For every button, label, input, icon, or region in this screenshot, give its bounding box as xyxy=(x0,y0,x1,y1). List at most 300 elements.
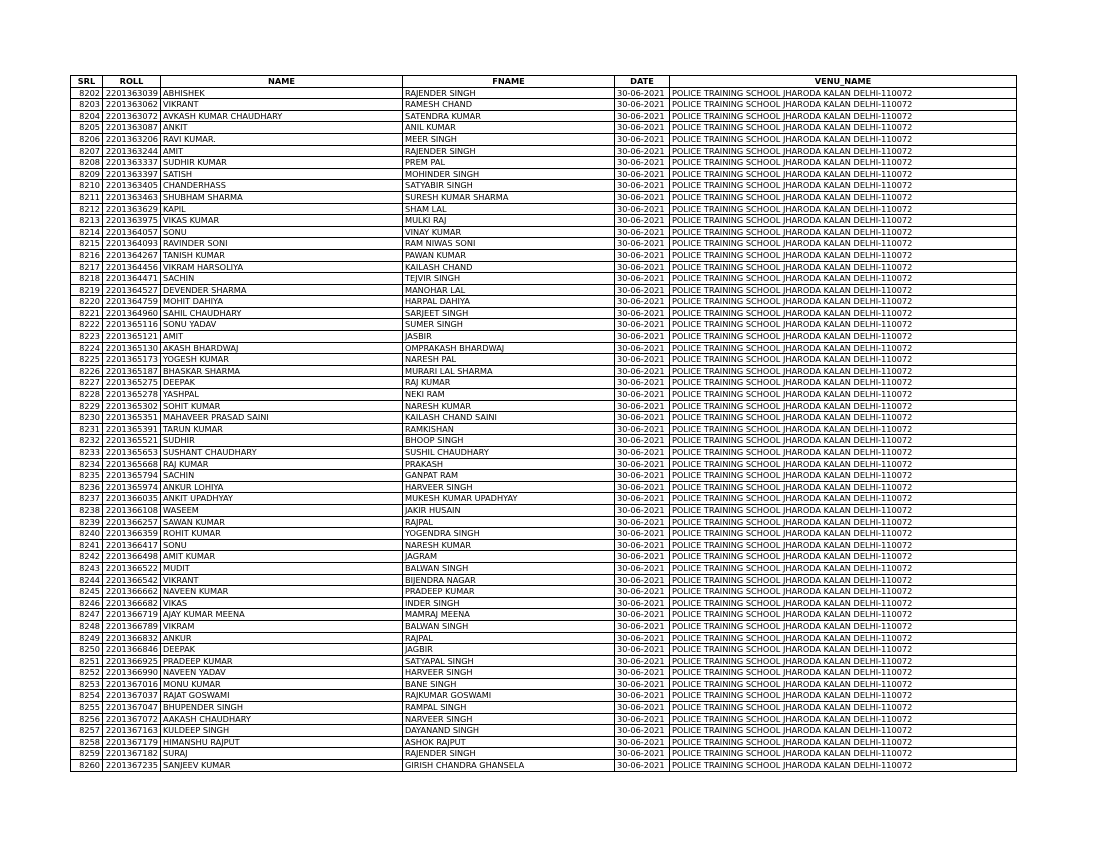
table-row xyxy=(71,296,1017,308)
table-row xyxy=(71,481,1017,493)
cell-name: AMIT xyxy=(161,145,403,157)
cell-srl: 8212 xyxy=(71,203,103,215)
cell-srl: 8254 xyxy=(71,690,103,702)
cell-venue: POLICE TRAINING SCHOOL JHARODA KALAN DELHI-110072 xyxy=(670,284,1017,296)
cell-date: 30-06-2021 xyxy=(615,586,670,598)
cell-roll: 2201365302 xyxy=(103,400,161,412)
cell-fname: JAGRAM xyxy=(403,551,615,563)
cell-name: RAJ KUMAR xyxy=(161,458,403,470)
table-row xyxy=(71,377,1017,389)
cell-venue: POLICE TRAINING SCHOOL JHARODA KALAN DELHI-110072 xyxy=(670,620,1017,632)
table-row xyxy=(71,157,1017,169)
table-row xyxy=(71,725,1017,737)
cell-venue: POLICE TRAINING SCHOOL JHARODA KALAN DELHI-110072 xyxy=(670,168,1017,180)
cell-srl: 8252 xyxy=(71,667,103,679)
cell-fname: SURESH KUMAR SHARMA xyxy=(403,191,615,203)
cell-venue: POLICE TRAINING SCHOOL JHARODA KALAN DELHI-110072 xyxy=(670,725,1017,737)
table-row xyxy=(71,667,1017,679)
cell-name: RAVINDER SONI xyxy=(161,238,403,250)
cell-date: 30-06-2021 xyxy=(615,725,670,737)
table-row xyxy=(71,238,1017,250)
cell-venue: POLICE TRAINING SCHOOL JHARODA KALAN DELHI-110072 xyxy=(670,400,1017,412)
table-row xyxy=(71,273,1017,285)
cell-venue: POLICE TRAINING SCHOOL JHARODA KALAN DELHI-110072 xyxy=(670,435,1017,447)
cell-name: AAKASH CHAUDHARY xyxy=(161,713,403,725)
cell-roll: 2201363463 xyxy=(103,191,161,203)
cell-date: 30-06-2021 xyxy=(615,342,670,354)
cell-roll: 2201366832 xyxy=(103,632,161,644)
cell-fname: RAJPAL xyxy=(403,516,615,528)
table-row xyxy=(71,191,1017,203)
cell-venue: POLICE TRAINING SCHOOL JHARODA KALAN DELHI-110072 xyxy=(670,760,1017,772)
table-row xyxy=(71,748,1017,760)
cell-srl: 8211 xyxy=(71,191,103,203)
cell-roll: 2201363039 xyxy=(103,87,161,99)
cell-fname: HARVEER SINGH xyxy=(403,481,615,493)
cell-venue: POLICE TRAINING SCHOOL JHARODA KALAN DELHI-110072 xyxy=(670,99,1017,111)
cell-srl: 8235 xyxy=(71,470,103,482)
cell-name: NAVEEN YADAV xyxy=(161,667,403,679)
cell-date: 30-06-2021 xyxy=(615,110,670,122)
table-row xyxy=(71,87,1017,99)
cell-fname: SATYABIR SINGH xyxy=(403,180,615,192)
cell-date: 30-06-2021 xyxy=(615,516,670,528)
cell-srl: 8214 xyxy=(71,226,103,238)
cell-srl: 8221 xyxy=(71,307,103,319)
cell-date: 30-06-2021 xyxy=(615,667,670,679)
cell-venue: POLICE TRAINING SCHOOL JHARODA KALAN DELHI-110072 xyxy=(670,354,1017,366)
cell-name: SACHIN xyxy=(161,273,403,285)
cell-date: 30-06-2021 xyxy=(615,620,670,632)
cell-srl: 8204 xyxy=(71,110,103,122)
cell-roll: 2201366789 xyxy=(103,620,161,632)
cell-name: ANKUR LOHIYA xyxy=(161,481,403,493)
cell-fname: RAMPAL SINGH xyxy=(403,702,615,714)
cell-name: BHASKAR SHARMA xyxy=(161,365,403,377)
cell-date: 30-06-2021 xyxy=(615,203,670,215)
cell-date: 30-06-2021 xyxy=(615,133,670,145)
cell-fname: SUMER SINGH xyxy=(403,319,615,331)
cell-date: 30-06-2021 xyxy=(615,644,670,656)
cell-srl: 8232 xyxy=(71,435,103,447)
cell-date: 30-06-2021 xyxy=(615,609,670,621)
cell-name: SANJEEV KUMAR xyxy=(161,760,403,772)
cell-roll: 2201367163 xyxy=(103,725,161,737)
cell-srl: 8238 xyxy=(71,504,103,516)
cell-srl: 8259 xyxy=(71,748,103,760)
cell-venue: POLICE TRAINING SCHOOL JHARODA KALAN DELHI-110072 xyxy=(670,87,1017,99)
table-row xyxy=(71,122,1017,134)
cell-venue: POLICE TRAINING SCHOOL JHARODA KALAN DELHI-110072 xyxy=(670,562,1017,574)
cell-name: VIKAS KUMAR xyxy=(161,215,403,227)
table-row xyxy=(71,400,1017,412)
cell-date: 30-06-2021 xyxy=(615,702,670,714)
cell-roll: 2201363975 xyxy=(103,215,161,227)
cell-date: 30-06-2021 xyxy=(615,122,670,134)
cell-fname: JASBIR xyxy=(403,331,615,343)
cell-name: YOGESH KUMAR xyxy=(161,354,403,366)
cell-roll: 2201363062 xyxy=(103,99,161,111)
cell-name: ANKIT xyxy=(161,122,403,134)
cell-date: 30-06-2021 xyxy=(615,319,670,331)
cell-venue: POLICE TRAINING SCHOOL JHARODA KALAN DELHI-110072 xyxy=(670,238,1017,250)
cell-roll: 2201365187 xyxy=(103,365,161,377)
cell-fname: RAJENDER SINGH xyxy=(403,145,615,157)
table-row xyxy=(71,678,1017,690)
cell-date: 30-06-2021 xyxy=(615,180,670,192)
table-row xyxy=(71,99,1017,111)
cell-name: SAWAN KUMAR xyxy=(161,516,403,528)
cell-venue: POLICE TRAINING SCHOOL JHARODA KALAN DELHI-110072 xyxy=(670,551,1017,563)
header-date: DATE xyxy=(615,76,670,88)
cell-srl: 8218 xyxy=(71,273,103,285)
cell-name: DEVENDER SHARMA xyxy=(161,284,403,296)
cell-date: 30-06-2021 xyxy=(615,331,670,343)
table-row xyxy=(71,354,1017,366)
header-fname: FNAME xyxy=(403,76,615,88)
cell-name: SHUBHAM SHARMA xyxy=(161,191,403,203)
cell-roll: 2201365668 xyxy=(103,458,161,470)
cell-roll: 2201366522 xyxy=(103,562,161,574)
cell-date: 30-06-2021 xyxy=(615,562,670,574)
cell-date: 30-06-2021 xyxy=(615,504,670,516)
cell-venue: POLICE TRAINING SCHOOL JHARODA KALAN DELHI-110072 xyxy=(670,423,1017,435)
cell-name: ANKIT UPADHYAY xyxy=(161,493,403,505)
cell-date: 30-06-2021 xyxy=(615,238,670,250)
cell-fname: YOGENDRA SINGH xyxy=(403,528,615,540)
cell-name: SOHIT KUMAR xyxy=(161,400,403,412)
cell-fname: MURARI LAL SHARMA xyxy=(403,365,615,377)
cell-venue: POLICE TRAINING SCHOOL JHARODA KALAN DELHI-110072 xyxy=(670,191,1017,203)
cell-name: ANKUR xyxy=(161,632,403,644)
cell-roll: 2201363087 xyxy=(103,122,161,134)
cell-roll: 2201364456 xyxy=(103,261,161,273)
cell-fname: RAMKISHAN xyxy=(403,423,615,435)
cell-roll: 2201364527 xyxy=(103,284,161,296)
cell-srl: 8241 xyxy=(71,539,103,551)
cell-srl: 8242 xyxy=(71,551,103,563)
cell-roll: 2201366257 xyxy=(103,516,161,528)
cell-roll: 2201363629 xyxy=(103,203,161,215)
cell-date: 30-06-2021 xyxy=(615,597,670,609)
cell-roll: 2201366542 xyxy=(103,574,161,586)
cell-venue: POLICE TRAINING SCHOOL JHARODA KALAN DELHI-110072 xyxy=(670,713,1017,725)
cell-fname: KAILASH CHAND SAINI xyxy=(403,412,615,424)
cell-srl: 8225 xyxy=(71,354,103,366)
cell-srl: 8224 xyxy=(71,342,103,354)
header-roll: ROLL xyxy=(103,76,161,88)
cell-venue: POLICE TRAINING SCHOOL JHARODA KALAN DELHI-110072 xyxy=(670,342,1017,354)
cell-date: 30-06-2021 xyxy=(615,273,670,285)
cell-roll: 2201363206 xyxy=(103,133,161,145)
cell-date: 30-06-2021 xyxy=(615,690,670,702)
table-row xyxy=(71,447,1017,459)
cell-fname: RAJENDER SINGH xyxy=(403,748,615,760)
cell-date: 30-06-2021 xyxy=(615,365,670,377)
table-row xyxy=(71,261,1017,273)
table-row xyxy=(71,632,1017,644)
cell-srl: 8213 xyxy=(71,215,103,227)
table-row xyxy=(71,284,1017,296)
cell-srl: 8239 xyxy=(71,516,103,528)
cell-name: AVKASH KUMAR CHAUDHARY xyxy=(161,110,403,122)
table-row xyxy=(71,342,1017,354)
table-row xyxy=(71,307,1017,319)
table-row xyxy=(71,458,1017,470)
table-row xyxy=(71,562,1017,574)
cell-srl: 8209 xyxy=(71,168,103,180)
cell-fname: INDER SINGH xyxy=(403,597,615,609)
table-row xyxy=(71,504,1017,516)
cell-roll: 2201366417 xyxy=(103,539,161,551)
cell-date: 30-06-2021 xyxy=(615,528,670,540)
cell-venue: POLICE TRAINING SCHOOL JHARODA KALAN DELHI-110072 xyxy=(670,597,1017,609)
cell-srl: 8244 xyxy=(71,574,103,586)
cell-srl: 8246 xyxy=(71,597,103,609)
cell-roll: 2201366108 xyxy=(103,504,161,516)
cell-venue: POLICE TRAINING SCHOOL JHARODA KALAN DELHI-110072 xyxy=(670,655,1017,667)
cell-fname: OMPRAKASH BHARDWAJ xyxy=(403,342,615,354)
cell-fname: MOHINDER SINGH xyxy=(403,168,615,180)
cell-date: 30-06-2021 xyxy=(615,551,670,563)
table-row xyxy=(71,389,1017,401)
cell-srl: 8245 xyxy=(71,586,103,598)
table-row xyxy=(71,702,1017,714)
cell-fname: RAJ KUMAR xyxy=(403,377,615,389)
cell-roll: 2201367235 xyxy=(103,760,161,772)
table-row xyxy=(71,493,1017,505)
cell-date: 30-06-2021 xyxy=(615,470,670,482)
cell-name: CHANDERHASS xyxy=(161,180,403,192)
cell-srl: 8206 xyxy=(71,133,103,145)
cell-name: SURAJ xyxy=(161,748,403,760)
cell-venue: POLICE TRAINING SCHOOL JHARODA KALAN DELHI-110072 xyxy=(670,389,1017,401)
table-row xyxy=(71,609,1017,621)
cell-roll: 2201365794 xyxy=(103,470,161,482)
cell-name: SONU YADAV xyxy=(161,319,403,331)
cell-roll: 2201363072 xyxy=(103,110,161,122)
cell-srl: 8203 xyxy=(71,99,103,111)
cell-date: 30-06-2021 xyxy=(615,655,670,667)
cell-name: NAVEEN KUMAR xyxy=(161,586,403,598)
cell-venue: POLICE TRAINING SCHOOL JHARODA KALAN DELHI-110072 xyxy=(670,736,1017,748)
cell-roll: 2201363405 xyxy=(103,180,161,192)
cell-fname: NARESH KUMAR xyxy=(403,400,615,412)
cell-date: 30-06-2021 xyxy=(615,632,670,644)
cell-date: 30-06-2021 xyxy=(615,389,670,401)
cell-date: 30-06-2021 xyxy=(615,191,670,203)
cell-roll: 2201365521 xyxy=(103,435,161,447)
cell-venue: POLICE TRAINING SCHOOL JHARODA KALAN DELHI-110072 xyxy=(670,528,1017,540)
cell-date: 30-06-2021 xyxy=(615,412,670,424)
cell-roll: 2201365653 xyxy=(103,447,161,459)
cell-venue: POLICE TRAINING SCHOOL JHARODA KALAN DELHI-110072 xyxy=(670,447,1017,459)
cell-srl: 8248 xyxy=(71,620,103,632)
cell-venue: POLICE TRAINING SCHOOL JHARODA KALAN DELHI-110072 xyxy=(670,609,1017,621)
cell-roll: 2201363244 xyxy=(103,145,161,157)
cell-roll: 2201366846 xyxy=(103,644,161,656)
cell-date: 30-06-2021 xyxy=(615,249,670,261)
cell-srl: 8237 xyxy=(71,493,103,505)
cell-name: ROHIT KUMAR xyxy=(161,528,403,540)
cell-date: 30-06-2021 xyxy=(615,99,670,111)
table-row xyxy=(71,435,1017,447)
cell-fname: MUKESH KUMAR UPADHYAY xyxy=(403,493,615,505)
cell-date: 30-06-2021 xyxy=(615,400,670,412)
cell-date: 30-06-2021 xyxy=(615,215,670,227)
header-name: NAME xyxy=(161,76,403,88)
cell-roll: 2201367047 xyxy=(103,702,161,714)
cell-name: DEEPAK xyxy=(161,377,403,389)
cell-fname: BHOOP SINGH xyxy=(403,435,615,447)
header-row xyxy=(71,76,1017,88)
cell-srl: 8234 xyxy=(71,458,103,470)
table-row xyxy=(71,655,1017,667)
cell-name: SAHIL CHAUDHARY xyxy=(161,307,403,319)
cell-fname: GIRISH CHANDRA GHANSELA xyxy=(403,760,615,772)
cell-roll: 2201365391 xyxy=(103,423,161,435)
cell-name: MONU KUMAR xyxy=(161,678,403,690)
cell-name: TANISH KUMAR xyxy=(161,249,403,261)
table-row xyxy=(71,249,1017,261)
cell-roll: 2201364960 xyxy=(103,307,161,319)
cell-venue: POLICE TRAINING SCHOOL JHARODA KALAN DELHI-110072 xyxy=(670,667,1017,679)
cell-fname: BANE SINGH xyxy=(403,678,615,690)
table-row xyxy=(71,110,1017,122)
cell-srl: 8240 xyxy=(71,528,103,540)
cell-srl: 8236 xyxy=(71,481,103,493)
cell-name: TARUN KUMAR xyxy=(161,423,403,435)
cell-name: SATISH xyxy=(161,168,403,180)
cell-date: 30-06-2021 xyxy=(615,377,670,389)
cell-srl: 8230 xyxy=(71,412,103,424)
header-srl: SRL xyxy=(71,76,103,88)
cell-roll: 2201367072 xyxy=(103,713,161,725)
cell-srl: 8243 xyxy=(71,562,103,574)
cell-date: 30-06-2021 xyxy=(615,435,670,447)
cell-venue: POLICE TRAINING SCHOOL JHARODA KALAN DELHI-110072 xyxy=(670,632,1017,644)
cell-date: 30-06-2021 xyxy=(615,736,670,748)
table-row xyxy=(71,539,1017,551)
cell-fname: RAJKUMAR GOSWAMI xyxy=(403,690,615,702)
cell-roll: 2201365130 xyxy=(103,342,161,354)
cell-name: DEEPAK xyxy=(161,644,403,656)
cell-venue: POLICE TRAINING SCHOOL JHARODA KALAN DELHI-110072 xyxy=(670,690,1017,702)
cell-fname: PAWAN KUMAR xyxy=(403,249,615,261)
cell-roll: 2201365116 xyxy=(103,319,161,331)
cell-name: SONU xyxy=(161,539,403,551)
cell-fname: BALWAN SINGH xyxy=(403,620,615,632)
cell-roll: 2201366498 xyxy=(103,551,161,563)
cell-fname: RAJENDER SINGH xyxy=(403,87,615,99)
cell-venue: POLICE TRAINING SCHOOL JHARODA KALAN DELHI-110072 xyxy=(670,273,1017,285)
cell-fname: HARVEER SINGH xyxy=(403,667,615,679)
cell-date: 30-06-2021 xyxy=(615,748,670,760)
cell-venue: POLICE TRAINING SCHOOL JHARODA KALAN DELHI-110072 xyxy=(670,133,1017,145)
table-row xyxy=(71,586,1017,598)
cell-fname: TEJVIR SINGH xyxy=(403,273,615,285)
cell-fname: VINAY KUMAR xyxy=(403,226,615,238)
cell-venue: POLICE TRAINING SCHOOL JHARODA KALAN DELHI-110072 xyxy=(670,249,1017,261)
cell-srl: 8226 xyxy=(71,365,103,377)
cell-name: PRADEEP KUMAR xyxy=(161,655,403,667)
cell-roll: 2201363337 xyxy=(103,157,161,169)
cell-srl: 8257 xyxy=(71,725,103,737)
cell-venue: POLICE TRAINING SCHOOL JHARODA KALAN DELHI-110072 xyxy=(670,539,1017,551)
cell-name: SUDHIR xyxy=(161,435,403,447)
cell-name: HIMANSHU RAJPUT xyxy=(161,736,403,748)
cell-srl: 8205 xyxy=(71,122,103,134)
cell-roll: 2201366682 xyxy=(103,597,161,609)
cell-name: AMIT KUMAR xyxy=(161,551,403,563)
cell-venue: POLICE TRAINING SCHOOL JHARODA KALAN DELHI-110072 xyxy=(670,261,1017,273)
cell-date: 30-06-2021 xyxy=(615,354,670,366)
table-row xyxy=(71,760,1017,772)
cell-fname: SHAM LAL xyxy=(403,203,615,215)
cell-roll: 2201367037 xyxy=(103,690,161,702)
cell-venue: POLICE TRAINING SCHOOL JHARODA KALAN DELHI-110072 xyxy=(670,516,1017,528)
cell-date: 30-06-2021 xyxy=(615,678,670,690)
cell-venue: POLICE TRAINING SCHOOL JHARODA KALAN DELHI-110072 xyxy=(670,296,1017,308)
cell-fname: RAM NIWAS SONI xyxy=(403,238,615,250)
cell-fname: PRAKASH xyxy=(403,458,615,470)
table-row xyxy=(71,620,1017,632)
cell-fname: GANPAT RAM xyxy=(403,470,615,482)
cell-fname: SATYAPAL SINGH xyxy=(403,655,615,667)
table-row xyxy=(71,736,1017,748)
cell-venue: POLICE TRAINING SCHOOL JHARODA KALAN DELHI-110072 xyxy=(670,215,1017,227)
cell-venue: POLICE TRAINING SCHOOL JHARODA KALAN DELHI-110072 xyxy=(670,377,1017,389)
cell-name: SONU xyxy=(161,226,403,238)
cell-srl: 8231 xyxy=(71,423,103,435)
table-row xyxy=(71,180,1017,192)
table-row xyxy=(71,423,1017,435)
table-row xyxy=(71,145,1017,157)
cell-fname: PRADEEP KUMAR xyxy=(403,586,615,598)
cell-roll: 2201365974 xyxy=(103,481,161,493)
cell-date: 30-06-2021 xyxy=(615,423,670,435)
table-row xyxy=(71,551,1017,563)
cell-date: 30-06-2021 xyxy=(615,87,670,99)
cell-fname: SARJEET SINGH xyxy=(403,307,615,319)
cell-fname: KAILASH CHAND xyxy=(403,261,615,273)
cell-date: 30-06-2021 xyxy=(615,493,670,505)
cell-srl: 8223 xyxy=(71,331,103,343)
cell-venue: POLICE TRAINING SCHOOL JHARODA KALAN DELHI-110072 xyxy=(670,122,1017,134)
cell-venue: POLICE TRAINING SCHOOL JHARODA KALAN DELHI-110072 xyxy=(670,307,1017,319)
cell-fname: RAMESH CHAND xyxy=(403,99,615,111)
cell-date: 30-06-2021 xyxy=(615,481,670,493)
cell-date: 30-06-2021 xyxy=(615,760,670,772)
cell-name: SUDHIR KUMAR xyxy=(161,157,403,169)
table-row xyxy=(71,516,1017,528)
cell-srl: 8249 xyxy=(71,632,103,644)
cell-fname: BIJENDRA NAGAR xyxy=(403,574,615,586)
cell-name: VIKRAM xyxy=(161,620,403,632)
cell-name: RAVI KUMAR. xyxy=(161,133,403,145)
cell-name: KULDEEP SINGH xyxy=(161,725,403,737)
table-row xyxy=(71,319,1017,331)
cell-name: VIKRANT xyxy=(161,574,403,586)
cell-roll: 2201365173 xyxy=(103,354,161,366)
cell-venue: POLICE TRAINING SCHOOL JHARODA KALAN DELHI-110072 xyxy=(670,748,1017,760)
cell-date: 30-06-2021 xyxy=(615,284,670,296)
cell-srl: 8217 xyxy=(71,261,103,273)
cell-srl: 8207 xyxy=(71,145,103,157)
cell-name: MAHAVEER PRASAD SAINI xyxy=(161,412,403,424)
cell-roll: 2201367182 xyxy=(103,748,161,760)
cell-srl: 8260 xyxy=(71,760,103,772)
